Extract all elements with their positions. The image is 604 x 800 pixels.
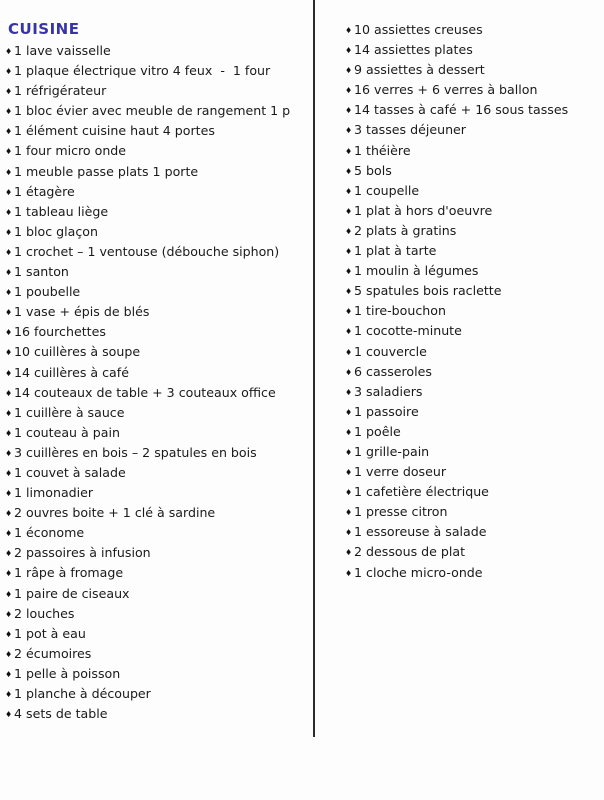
list-item — [345, 502, 600, 522]
item-label: 2 passoires à infusion — [14, 545, 151, 561]
list-item — [345, 141, 600, 161]
item-label: 1 tableau liège — [14, 203, 109, 219]
list-item — [345, 241, 600, 261]
item-label: 1 coupelle — [354, 182, 420, 198]
item-label: 1 bloc évier avec meuble de rangement 1 p — [14, 103, 291, 119]
column-divider — [313, 0, 315, 737]
list-item — [345, 362, 600, 382]
bullet-icon: ♦ — [5, 710, 13, 720]
list-item — [345, 522, 600, 542]
item-label: 1 vase + épis de blés — [14, 304, 150, 320]
item-label: 1 plat à tarte — [354, 243, 437, 259]
item-label: 9 assiettes à dessert — [354, 62, 485, 78]
bullet-icon: ♦ — [5, 268, 13, 278]
list-item — [5, 624, 310, 644]
list-item — [345, 100, 600, 120]
list-item — [345, 321, 600, 341]
list-item — [5, 342, 310, 362]
item-label: 2 ouvres boite + 1 clé à sardine — [14, 505, 216, 521]
list-item — [5, 162, 310, 182]
item-label: 1 bloc glaçon — [14, 223, 98, 239]
bullet-icon: ♦ — [5, 549, 13, 559]
bullet-icon: ♦ — [345, 86, 353, 96]
item-label: 1 santon — [14, 264, 69, 280]
list-item — [5, 121, 310, 141]
list-item — [345, 181, 600, 201]
bullet-icon: ♦ — [5, 67, 13, 77]
item-label: 6 casseroles — [354, 363, 432, 379]
item-label: 3 tasses déjeuner — [354, 122, 466, 138]
bullet-icon: ♦ — [5, 47, 13, 56]
list-item — [5, 684, 310, 704]
list-item — [345, 422, 600, 442]
bullet-icon: ♦ — [5, 669, 13, 679]
bullet-icon: ♦ — [345, 307, 353, 317]
bullet-icon: ♦ — [5, 107, 13, 117]
list-item — [5, 443, 310, 463]
list-item — [345, 563, 600, 583]
bullet-icon: ♦ — [345, 347, 353, 357]
bullet-icon: ♦ — [5, 147, 13, 157]
bullet-icon: ♦ — [5, 589, 13, 599]
item-label: 1 pelle à poisson — [14, 665, 121, 681]
list-item — [345, 462, 600, 482]
list-item — [5, 363, 310, 383]
item-label: 1 râpe à fromage — [14, 565, 124, 581]
bullet-icon: ♦ — [345, 508, 353, 518]
item-label: 16 fourchettes — [14, 324, 106, 340]
bullet-icon: ♦ — [5, 529, 13, 539]
bullet-icon: ♦ — [5, 448, 13, 458]
bullet-icon: ♦ — [345, 166, 353, 176]
bullet-icon: ♦ — [5, 690, 13, 699]
list-item — [345, 342, 600, 362]
bullet-icon: ♦ — [5, 127, 13, 137]
list-item — [5, 584, 310, 604]
bullet-icon: ♦ — [345, 387, 353, 397]
item-label: 3 cuillères en bois – 2 spatules en bois — [14, 444, 257, 460]
list-item — [5, 182, 310, 202]
list-item — [345, 161, 600, 181]
bullet-icon: ♦ — [5, 187, 13, 197]
item-label: 1 pot à eau — [14, 625, 86, 641]
bullet-icon: ♦ — [345, 327, 353, 337]
list-item — [5, 604, 310, 624]
right-item-list — [345, 20, 600, 583]
item-label: 14 assiettes plates — [354, 42, 473, 58]
item-label: 1 meuble passe plats 1 porte — [14, 163, 199, 179]
item-label: 10 cuillères à soupe — [14, 344, 141, 360]
bullet-icon: ♦ — [345, 26, 353, 35]
bullet-icon: ♦ — [5, 609, 13, 619]
item-label: 3 saladiers — [354, 383, 423, 399]
list-item — [5, 41, 310, 61]
bullet-icon: ♦ — [5, 207, 13, 217]
list-item — [345, 40, 600, 60]
item-label: 1 cuillère à sauce — [14, 404, 125, 420]
list-item — [5, 403, 310, 423]
item-label: 2 plats à gratins — [354, 222, 457, 238]
item-label: 1 verre doseur — [354, 464, 446, 480]
bullet-icon: ♦ — [345, 548, 353, 558]
list-item — [345, 542, 600, 562]
list-item — [345, 402, 600, 422]
list-item — [5, 282, 310, 302]
bullet-icon: ♦ — [345, 287, 353, 297]
bullet-icon: ♦ — [5, 368, 13, 378]
bullet-icon: ♦ — [345, 186, 353, 196]
bullet-icon: ♦ — [5, 489, 13, 499]
item-label: 1 élément cuisine haut 4 portes — [14, 123, 215, 139]
item-label: 1 poêle — [354, 423, 401, 439]
item-label: 1 passoire — [354, 403, 419, 419]
bullet-icon: ♦ — [345, 427, 353, 437]
item-label: 16 verres + 6 verres à ballon — [354, 82, 538, 98]
bullet-icon: ♦ — [5, 468, 13, 478]
list-item — [345, 301, 600, 321]
item-label: 1 économe — [14, 525, 85, 541]
bullet-icon: ♦ — [345, 126, 353, 136]
bullet-icon: ♦ — [5, 348, 13, 358]
item-label: 1 lave vaisselle — [14, 43, 111, 58]
item-label: 1 essoreuse à salade — [354, 524, 487, 540]
item-label: 1 four micro onde — [14, 143, 127, 159]
bullet-icon: ♦ — [5, 167, 13, 177]
bullet-icon: ♦ — [345, 66, 353, 76]
item-label: 1 plaque électrique vitro 4 feux - 1 four — [14, 63, 271, 79]
bullet-icon: ♦ — [5, 87, 13, 97]
list-item — [345, 201, 600, 221]
bullet-icon: ♦ — [345, 247, 353, 257]
bullet-icon: ♦ — [5, 408, 13, 418]
item-label: 14 couteaux de table + 3 couteaux office — [14, 384, 276, 400]
bullet-icon: ♦ — [345, 267, 353, 277]
list-item — [5, 664, 310, 684]
item-label: 1 couvet à salade — [14, 464, 126, 480]
list-item — [5, 644, 310, 664]
list-item — [345, 442, 600, 462]
list-item — [5, 423, 310, 443]
list-item — [345, 20, 600, 40]
list-item — [5, 302, 310, 322]
list-item — [5, 383, 310, 403]
list-item — [5, 222, 310, 242]
bullet-icon: ♦ — [345, 46, 353, 56]
list-item — [345, 261, 600, 281]
bullet-icon: ♦ — [5, 509, 13, 519]
bullet-icon: ♦ — [345, 367, 353, 377]
item-label: 5 bols — [354, 162, 392, 178]
item-label: 1 planche à découper — [14, 686, 151, 701]
list-item — [5, 61, 310, 81]
item-label: 1 presse citron — [354, 504, 448, 520]
item-label: 1 cocotte-minute — [354, 323, 462, 339]
item-label: 2 louches — [14, 605, 75, 621]
bullet-icon: ♦ — [345, 106, 353, 116]
right-column — [345, 20, 600, 583]
item-label: 1 étagère — [14, 183, 75, 199]
bullet-icon: ♦ — [345, 488, 353, 498]
item-label: 1 limonadier — [14, 485, 94, 501]
item-label: 1 poubelle — [14, 284, 81, 300]
bullet-icon: ♦ — [345, 146, 353, 156]
left-item-list — [5, 41, 310, 724]
list-item — [5, 503, 310, 523]
item-label: 1 théière — [354, 142, 411, 158]
list-item — [5, 463, 310, 483]
item-label: 1 paire de ciseaux — [14, 585, 130, 601]
item-label: 1 réfrigérateur — [14, 83, 107, 99]
bullet-icon: ♦ — [345, 568, 353, 578]
list-item — [5, 81, 310, 101]
bullet-icon: ♦ — [345, 528, 353, 538]
item-label: 1 cloche micro-onde — [354, 564, 483, 580]
bullet-icon: ♦ — [5, 388, 13, 398]
item-label: 14 tasses à café + 16 sous tasses — [354, 102, 569, 118]
item-label: 10 assiettes creuses — [354, 22, 483, 37]
list-item — [5, 543, 310, 563]
list-item — [345, 221, 600, 241]
left-column — [5, 20, 310, 724]
bullet-icon: ♦ — [5, 308, 13, 318]
item-label: 1 moulin à légumes — [354, 263, 479, 279]
item-label: 2 dessous de plat — [354, 544, 466, 560]
list-item — [5, 704, 310, 724]
bullet-icon: ♦ — [345, 447, 353, 457]
list-item — [5, 141, 310, 161]
bullet-icon: ♦ — [5, 629, 13, 639]
item-label: 1 tire-bouchon — [354, 303, 446, 319]
bullet-icon: ♦ — [5, 649, 13, 659]
list-item — [345, 80, 600, 100]
list-item — [345, 120, 600, 140]
list-item — [345, 60, 600, 80]
bullet-icon: ♦ — [345, 468, 353, 478]
item-label: 1 couvercle — [354, 343, 427, 359]
bullet-icon: ♦ — [345, 407, 353, 417]
item-label: 1 couteau à pain — [14, 424, 120, 440]
bullet-icon: ♦ — [5, 328, 13, 338]
list-item — [5, 523, 310, 543]
list-item — [345, 281, 600, 301]
list-item — [5, 202, 310, 222]
bullet-icon: ♦ — [5, 569, 13, 579]
item-label: 1 cafetière électrique — [354, 484, 489, 500]
item-label: 2 écumoires — [14, 645, 92, 661]
item-label: 5 spatules bois raclette — [354, 283, 502, 299]
list-item — [345, 482, 600, 502]
list-item — [345, 382, 600, 402]
list-item — [5, 563, 310, 583]
list-item — [5, 322, 310, 342]
bullet-icon: ♦ — [345, 226, 353, 236]
bullet-icon: ♦ — [345, 206, 353, 216]
item-label: 1 plat à hors d'oeuvre — [354, 202, 493, 218]
bullet-icon: ♦ — [5, 428, 13, 438]
item-label: 14 cuillères à café — [14, 364, 129, 380]
list-item — [5, 242, 310, 262]
list-item — [5, 262, 310, 282]
item-label: 1 crochet – 1 ventouse (débouche siphon) — [14, 243, 280, 259]
list-item — [5, 101, 310, 121]
page-title: CUISINE — [8, 20, 80, 38]
bullet-icon: ♦ — [5, 288, 13, 298]
item-label: 1 grille-pain — [354, 443, 430, 459]
bullet-icon: ♦ — [5, 247, 13, 257]
list-item — [5, 483, 310, 503]
bullet-icon: ♦ — [5, 227, 13, 237]
item-label: 4 sets de table — [14, 706, 108, 722]
